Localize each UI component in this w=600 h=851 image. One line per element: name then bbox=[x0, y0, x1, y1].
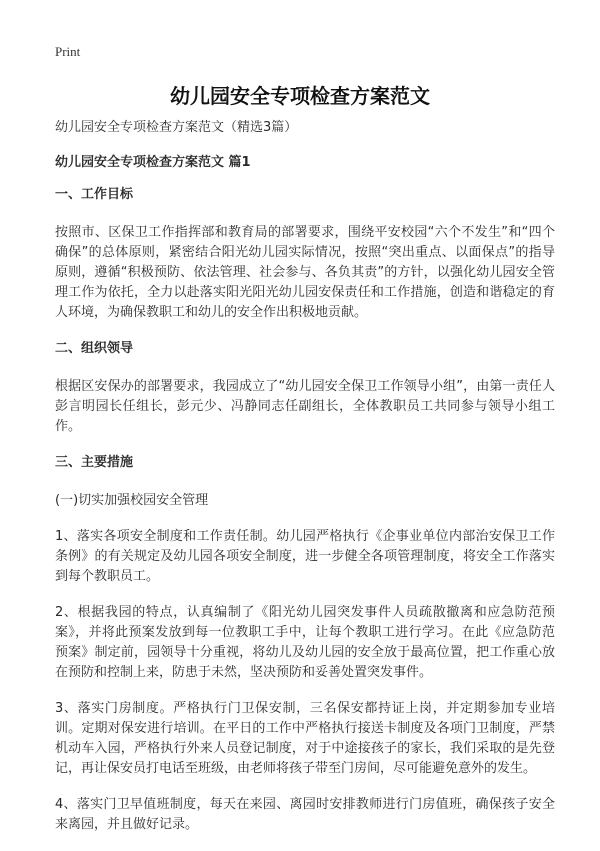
subsection-heading: (一)切实加强校园安全管理 bbox=[55, 493, 209, 508]
document-subtitle: 幼儿园安全专项检查方案范文（精选3篇） bbox=[55, 120, 298, 135]
measure-item: 3、落实门房制度。严格执行门卫保安制，三名保安都持证上岗，并定期参加专业培训。定期对保安进行培训。在平日的工作中严格执行接送卡制度及各项门卫制度，严禁机动车入园，严格执行外来人员登记制度，对于中途接孩子的家长，我们采取的是先登记，再让保安员打电话至班级，由老师将孩子带至门房间，尽可能避免意外的发生。 bbox=[55, 701, 555, 776]
section-heading-goals: 一、工作目标 bbox=[55, 187, 134, 202]
print-link[interactable]: Print bbox=[55, 44, 81, 59]
document-body bbox=[55, 118, 555, 851]
section-heading-leadership: 二、组织领导 bbox=[55, 341, 134, 356]
measure-item: 4、落实门卫早值班制度，每天在来园、离园时安排教师进行门房值班，确保孩子安全来离园，并且做好记录。 bbox=[55, 797, 555, 832]
section-paragraph-goals: 按照市、区保卫工作指挥部和教育局的部署要求，围绕平安校园“六个不发生”和“四个确保”的总体原则，紧密结合阳光幼儿园实际情况，按照“突出重点、以面保点”的指导原则，遵循“积极预防、依法管理、社会参与、各负其责”的方针，以强化幼儿园安全管理工作为依托，全力以赴落实阳光阳光幼儿园安保责任和工作措施，创造和谐稳定的育人环境，为确保教职工和幼儿的安全作出积极地贡献。 bbox=[55, 225, 555, 320]
measure-item: 2、根据我园的特点，认真编制了《阳光幼儿园突发事件人员疏散撤离和应急防范预案》，并将此预案发放到每一位教职工手中，让每个教职工进行学习。在此《应急防范预案》制定前，园领导十分重视，将幼儿及幼儿园的安全放于最高位置，把工作重心放在预防和控制上来，防患于未然，坚决预防和妥善处置突发事件。 bbox=[55, 605, 555, 680]
section-paragraph-leadership: 根据区安保办的部署要求，我园成立了“幼儿园安全保卫工作领导小组”，由第一责任人彭言明园长任组长，彭元少、冯静同志任副组长，全体教职员工共同参与领导小组工作。 bbox=[55, 379, 555, 434]
measure-item: 1、落实各项安全制度和工作责任制。幼儿园严格执行《企事业单位内部治安保卫工作条例》的有关规定及幼儿园各项安全制度，进一步健全各项管理制度，将安全工作落实到每个教职员工。 bbox=[55, 529, 555, 584]
article-heading: 幼儿园安全专项检查方案范文 篇1 bbox=[55, 155, 251, 170]
page-title: 幼儿园安全专项检查方案范文 bbox=[170, 84, 430, 108]
section-heading-measures: 三、主要措施 bbox=[55, 455, 134, 470]
